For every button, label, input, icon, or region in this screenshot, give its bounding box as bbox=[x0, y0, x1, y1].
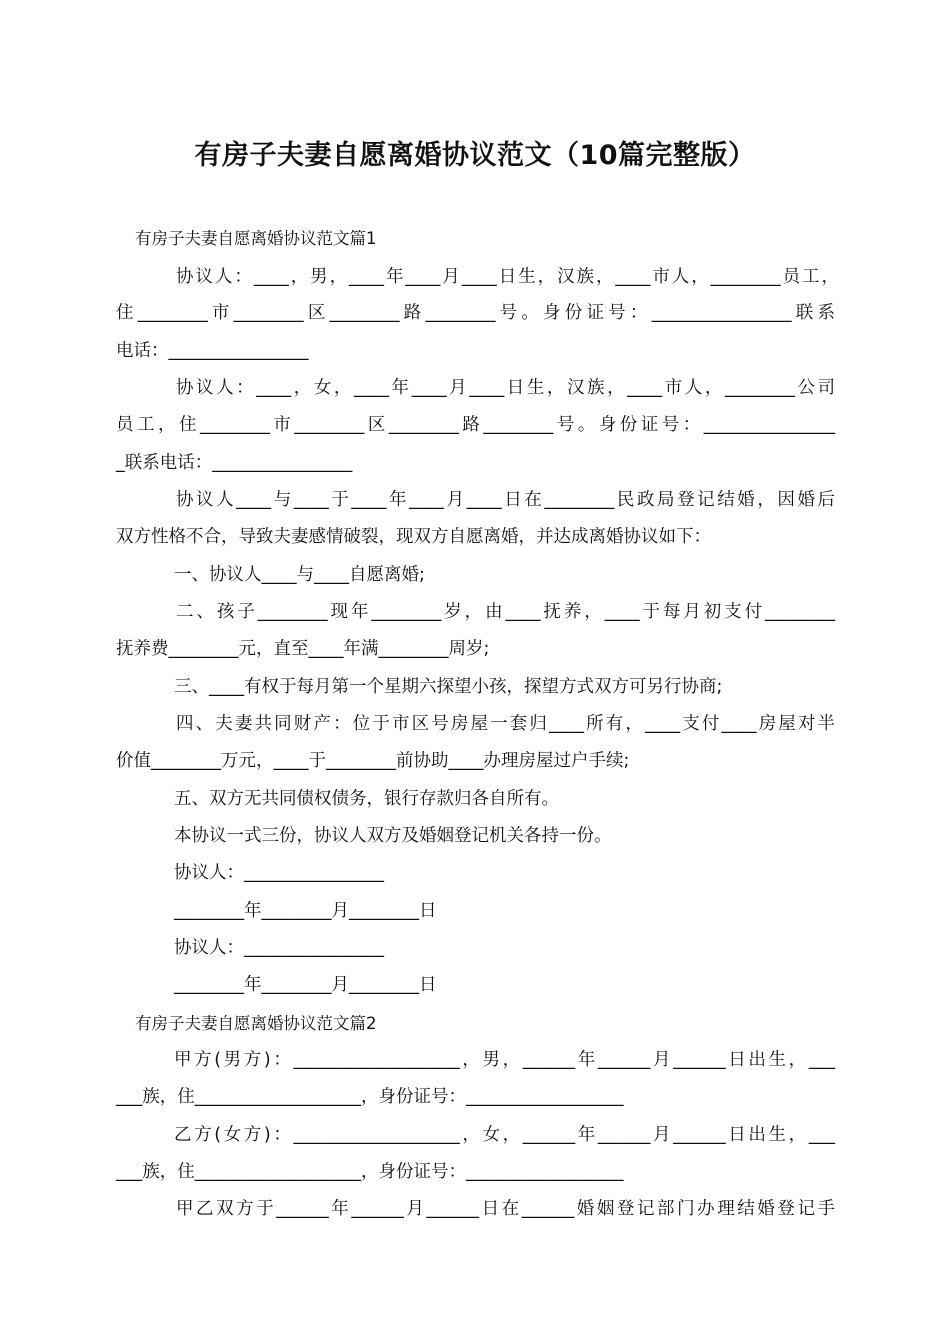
paragraph-line: 员工，住________市________区________路________号。身份证号：_______________ bbox=[116, 415, 835, 435]
section-heading-1: 有房子夫妻自愿离婚协议范文篇1 bbox=[135, 229, 377, 248]
paragraph-line: 五、双方无共同债权债务，银行存款归各自所有。 bbox=[174, 789, 559, 809]
paragraph-line: _联系电话：________________ bbox=[116, 453, 353, 473]
paragraph-line: 一、协议人____与____自愿离婚; bbox=[174, 565, 425, 585]
paragraph-line: 四、夫妻共同财产：位于市区号房屋一套归____所有，____支付____房屋对半 bbox=[176, 714, 835, 734]
paragraph-line: 协议人：____，男，____年____月____日生，汉族，____市人，________员工， bbox=[176, 267, 839, 287]
paragraph-line: 协议人：____，女，____年____月____日生，汉族，____市人，________公司 bbox=[176, 378, 835, 398]
paragraph-line: 甲方(男方)：___________________，男，______年______月______日出生，___ bbox=[174, 1050, 835, 1070]
paragraph-line: ___族，住___________________，身份证号：__________________ bbox=[116, 1162, 624, 1182]
paragraph-line: 电话：________________ bbox=[116, 341, 309, 361]
paragraph-line: 甲乙双方于______年______月______日在______婚姻登记部门办理结婚登记手 bbox=[176, 1199, 835, 1219]
paragraph-line: ___族，住___________________，身份证号：__________________ bbox=[116, 1087, 624, 1107]
paragraph-line: 协议人____与____于____年____月____日在________民政局登记结婚，因婚后 bbox=[176, 490, 835, 510]
paragraph-line: 价值________万元，____于________前协助____办理房屋过户手续; bbox=[116, 751, 630, 771]
paragraph-line: 住________市________区________路________号。身份证号：________________联系 bbox=[116, 303, 835, 323]
signature-line: 协议人：________________ bbox=[174, 938, 384, 958]
paragraph-line: 双方性格不合，导致夫妻感情破裂，现双方自愿离婚，并达成离婚协议如下： bbox=[116, 527, 711, 547]
section-heading-2: 有房子夫妻自愿离婚协议范文篇2 bbox=[135, 1014, 377, 1033]
date-line: ________年________月________日 bbox=[174, 975, 437, 995]
paragraph-line: 本协议一式三份，协议人双方及婚姻登记机关各持一份。 bbox=[174, 826, 612, 846]
paragraph-line: 三、____有权于每月第一个星期六探望小孩，探望方式双方可另行协商; bbox=[174, 677, 723, 697]
document-title: 有房子夫妻自愿离婚协议范文（10篇完整版） bbox=[194, 140, 756, 171]
paragraph-line: 二、孩子________现年________岁，由____抚养，____于每月初支付________ bbox=[176, 602, 835, 622]
paragraph-line: 抚养费________元，直至____年满________周岁; bbox=[116, 639, 490, 659]
date-line: ________年________月________日 bbox=[174, 901, 437, 921]
paragraph-line: 乙方(女方)：___________________，女，______年______月______日出生，___ bbox=[174, 1125, 835, 1145]
signature-line: 协议人：________________ bbox=[174, 863, 384, 883]
